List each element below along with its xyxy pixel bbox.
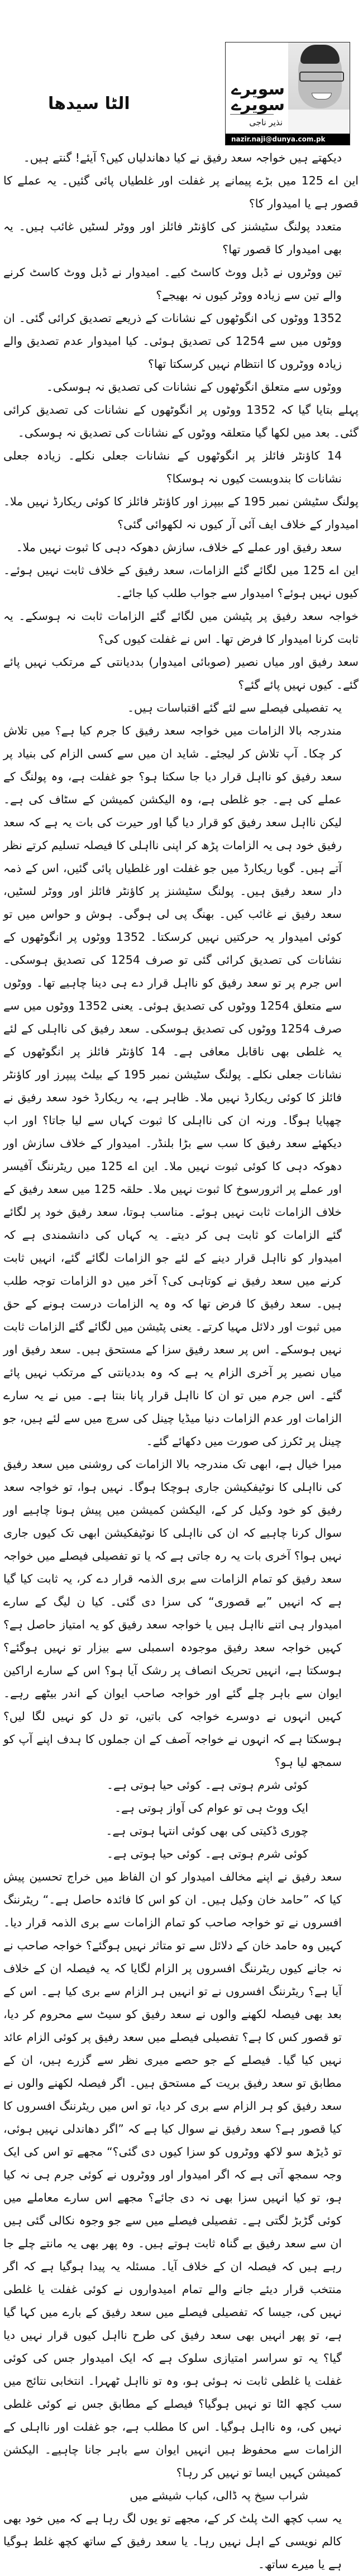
paragraph: میرا خیال ہے، ابھی تک مندرجہ بالا الزامات کی روشنی میں سعد رفیق کی نااہلی کا نوٹیفکیشن جاری ہوچکا ہوگا۔ نہیں ہوا، تو خواجہ سعد رفیق کو خود وکیل کر کے، الیکشن کمیشن میں پیش ہونا چاہیے اور سوال کرنا چاہیے کہ ان کی نااہلی کا نوٹیفکیشن ابھی تک کیوں جاری نہیں ہوا؟ آخری بات یہ رہ جاتی ہے کہ یا تو تفصیلی فیصلے میں خواجہ سعد رفیق کو تمام الزامات سے بری الذمہ قرار دے کر، یہ ثابت کیا گیا ہے کہ انہیں ”بے قصوری“ کی سزا دی گئی۔ کیا ن لیگ کے سارے امیدوار ہی اتنے نااہل ہیں یا خواجہ سعد رفیق کو یہ امتیاز حاصل ہے؟ کہیں خواجہ سعد رفیق موجودہ اسمبلی سے بیزار تو نہیں ہوگئے؟ ہوسکتا ہے، انہیں تحریک انصاف پر رشک آیا ہو؟ اس کے سارے اراکین ایوان سے باہر چلے گئے اور خواجہ صاحب ایوان کے اندر بیٹھے رہے۔ کہیں انہوں نے دوسرے خواجہ کی باتیں، تو دل کو نہیں لگا لیں؟ ہوسکتا ہے کہ انہوں نے خواجہ آصف کے ان جملوں کا ہدف اپنے آپ کو سمجھ لیا ہو؟: [3, 1457, 342, 1769]
verse-line: شراب سیخ پہ ڈالی، کباب شیشے میں: [130, 2489, 308, 2502]
paragraph: سعد رفیق نے اپنے مخالف امیدوار کو ان الفاظ میں خراج تحسین پیش کیا کہ ”حامد خان وکیل ہیں۔ ان کو اس کا فائدہ حاصل ہے۔“ ریٹرننگ افسروں نے تو خواجہ صاحب کو تمام الزامات سے بری الذمہ قرار دیا۔ کہیں وہ حامد خان کے دلائل سے تو متاثر نہیں ہوگئے؟ خواجہ صاحب نے نہ جانے کیوں ریٹرننگ افسروں پر الزام لگایا کہ یہ فیصلہ ان کے خلاف آیا ہے؟ ریٹرننگ افسروں نے تو انہیں ہر الزام سے بری کیا ہے۔ اس کے بعد بھی فیصلہ لکھنے والوں نے سعد رفیق کو سیٹ سے محروم کر دیا، تو قصور کس کا ہے؟ تفصیلی فیصلے میں سعد رفیق پر کوئی الزام عائد نہیں کیا گیا۔ فیصلے کے جو حصے میری نظر سے گزرے ہیں، ان کے مطابق تو سعد رفیق بریت کے مستحق ہیں۔ اگر فیصلہ لکھنے والوں نے سعد رفیق کو ہر الزام سے بری کر دیا، تو اس میں ریٹرننگ افسروں کا کیا قصور ہے؟ سعد رفیق نے سوال کیا ہے کہ ”اگر دھاندلی نہیں ہوئی، تو ڈیڑھ سو لاکھ ووٹروں کو سزا کیوں دی گئی؟“ مجھے تو اس کی ایک وجہ سمجھ آتی ہے کہ اگر امیدوار اور ووٹروں نے کوئی جرم ہی نہ کیا ہو، تو کیا انہیں سزا بھی نہ دی جائے؟ مجھے اس سارے معاملے میں کوئی گڑبڑ لگتی ہے۔ تفصیلی فیصلے میں سے جو وجوہ نکالی گئی ہیں ان سے سعد رفیق بے گناہ ثابت ہوتے ہیں۔ وہ پھر بھی یہ مانتے چلے جا رہے ہیں کہ فیصلہ ان کے خلاف آیا۔ مسئلہ یہ پیدا ہوگیا ہے کہ اگر منتخب قرار دیئے جانے والے تمام امیدواروں نے کوئی غفلت یا غلطی نہیں کی، جیسا کہ تفصیلی فیصلے میں سعد رفیق کے بارے میں کہا گیا ہے، تو پھر انہیں بھی سعد رفیق کی طرح نااہل کیوں قرار نہیں دیا گیا؟ یہ تو سراسر امتیازی سلوک ہے کہ ایک امیدوار جس کی کوئی غفلت یا غلطی ثابت نہ ہوئی ہو، وہ تو نااہل ٹھہرا۔ انتخابی نتائج میں سب کچھ الٹا تو نہیں ہوگیا؟ فیصلے کے مطابق جس نے کوئی غلطی نہیں کی، وہ نااہل ہوگیا۔ اس کا مطلب ہے، جو غفلت اور نااہلی کے الزامات سے محفوظ ہیں انہیں ایوان سے باہر جانا چاہیے۔ الیکشن کمیشن کہیں ایسا تو نہیں کر رہا؟: [3, 1870, 342, 2479]
paragraph: سعد رفیق اور عملے کے خلاف، سازش دھوکہ دہی کا ثبوت نہیں ملا۔: [16, 541, 342, 554]
author-email: nazir.naji@dunya.com.pk: [226, 134, 350, 145]
paragraph: این اے 125 میں بڑے پیمانے پر غفلت اور غلطیاں پائی گئیں۔ یہ عملے کا قصور ہے یا امیدوار کا؟: [3, 174, 359, 210]
paragraph: 1352 ووٹوں کی انگوٹھوں کے نشانات کے ذریعے تصدیق کرائی گئی۔ ان ووٹوں میں سے 1254 کی تصدیق ہوئی۔ کیا امیدوار عدم تصدیق والے زیادہ ووٹروں کا انتظام نہیں کرسکتا تھا؟: [3, 311, 342, 371]
paragraph: پہلے بتایا گیا کہ 1352 ووٹوں پر انگوٹھوں کے نشانات کی تصدیق کرائی گئی۔ بعد میں لکھا گیا متعلقہ ووٹوں کے نشانات کی تصدیق نہ ہوسکی۔: [3, 403, 359, 439]
author-byline-box: [225, 42, 350, 145]
author-name: نذیر ناجی: [249, 117, 283, 127]
verse-line: کوئی شرم ہوتی ہے۔ کوئی حیا ہوتی ہے۔: [106, 1778, 308, 1792]
paragraph: 14 کاؤنٹر فائلز پر انگوٹھوں کے نشانات جعلی نکلے۔ زیادہ جعلی نشانات کا بندوبست کیوں نہ ہوسکا؟: [3, 449, 342, 485]
divider: [230, 114, 274, 115]
paragraph: تین ووٹروں نے ڈبل ووٹ کاسٹ کیے۔ امیدوار نے ڈبل ووٹ کاسٹ کرنے والے تین سے زیادہ ووٹر کیوں نہ بھیجے؟: [3, 266, 342, 302]
column-brand-logo: سویرے سویرے: [231, 79, 285, 115]
column-header: [0, 0, 363, 146]
verse-line: کوئی شرم ہوتی ہے۔ کوئی حیا ہوتی ہے۔: [106, 1847, 308, 1860]
paragraph: پولنگ سٹیشن نمبر 195 کے بیپرز اور کاؤنٹر فائلز کا کوئی ریکارڈ نہیں ملا۔ امیدوار کے خلاف ایف آئی آر کیوں نہ لکھوائی گئی؟: [3, 495, 359, 531]
verse-line: چوری ڈکیتی کی بھی کوئی انتہا ہوتی ہے۔: [106, 1824, 308, 1838]
paragraph: یہ تفصیلی فیصلے سے لئے گئے اقتباسات ہیں۔: [127, 701, 342, 714]
paragraph: ووٹوں سے متعلق انگوٹھوں کے نشانات کی تصدیق نہ ہوسکی۔: [46, 380, 342, 394]
verse-line: ایک ووٹ ہی تو عوام کی آواز ہوتی ہے۔: [114, 1801, 308, 1815]
paragraph: متعدد پولنگ سٹیشنز کی کاؤنٹر فائلز اور ووٹر لسٹیں غائب ہیں۔ یہ بھی امیدوار کا قصور تھا؟: [3, 220, 342, 256]
paragraph: دیکھتے ہیں خواجہ سعد رفیق نے کیا دھاندلیاں کیں؟ آیئے! گنتے ہیں۔: [23, 151, 342, 164]
paragraph: این اے 125 میں لگائے گئے الزامات، سعد رفیق کے خلاف ثابت نہیں ہوئے۔ کیوں نہیں ہوئے؟ امیدوار سے جواب طلب کیا جائے۔: [3, 564, 359, 600]
paragraph: سعد رفیق اور میاں نصیر (صوبائی امیدوار) بددیانتی کے مرتکب نہیں پائے گئے۔ کیوں نہیں پائے گئے؟: [3, 655, 359, 692]
article-body: [0, 146, 363, 2576]
author-photo: [288, 42, 350, 134]
closing-paragraph: یہ سب کچھ الٹ پلٹ کر کے، مجھے تو یوں لگ رہا ہے کہ میں خود بھی کالم نویسی کے اہل نہیں رہا۔ یا سعد رفیق کے ساتھ کچھ غلط ہوگیا ہے یا میرے ساتھ۔: [3, 2512, 342, 2571]
paragraph: مندرجہ بالا الزامات میں خواجہ سعد رفیق کا جرم کیا ہے؟ میں تلاش کر چکا۔ آپ تلاش کر لیجئے۔ شاید ان میں سے کسی الزام کی بنیاد پر سعد رفیق کو نااہل قرار دیا جا سکتا ہو؟ جو غفلت ہے، وہ پولنگ کے عملے کی ہے۔ جو غلطی ہے، وہ الیکشن کمیشن کے سٹاف کی ہے۔ لیکن نااہل سعد رفیق کو قرار دیا گیا اور حیرت کی بات یہ ہے کہ سعد رفیق خود ہی یہ الزامات پڑھ کر اپنی نااہلی کا فیصلہ تسلیم کرتے نظر آتے ہیں۔ گویا ریکارڈ میں جو غفلت اور غلطیاں پائی گئیں، اس کے ذمہ دار سعد رفیق ہیں۔ پولنگ سٹیشنز پر کاؤنٹر فائلز اور ووٹر لسٹیں، سعد رفیق نے غائب کیں۔ بھنگ پی لی ہوگی۔ ہوش و حواس میں تو کوئی امیدوار یہ حرکتیں نہیں کرسکتا۔ 1352 ووٹوں پر انگوٹھوں کے نشانات کی تصدیق کرائی گئی تو صرف 1254 کی تصدیق ہوسکی۔ اس جرم پر تو سعد رفیق کو نااہل قرار دے ہی دینا چاہیے تھا۔ ووٹوں سے متعلق 1254 ووٹوں کی تصدیق ہوئی۔ یعنی 1352 ووٹوں میں سے صرف 1254 ووٹوں کی تصدیق ہوسکی۔ سعد رفیق کی نااہلی کے لئے یہ غلطی بھی ناقابل معافی ہے۔ 14 کاؤنٹر فائلز پر انگوٹھوں کے نشانات جعلی نکلے۔ پولنگ سٹیشن نمبر 195 کے بیلٹ پیپرز اور کاؤنٹر فائلز کا کوئی ریکارڈ نہیں ملا۔ ظاہر ہے، یہ ریکارڈ خود سعد رفیق نے چھپایا ہوگا۔ ورنہ ان کی نااہلی کا ثبوت کہاں سے لیا جاتا؟ اور اب دیکھئے سعد رفیق کا سب سے بڑا بلنڈر۔ امیدوار کے خلاف سازش اور دھوکہ دہی کا کوئی ثبوت نہیں ملا۔ این اے 125 میں ریٹرننگ آفیسر اور عملے پر اثرورسوخ کا ثبوت نہیں ملا۔ حلقہ 125 میں سعد رفیق کے خلاف الزامات ثابت نہیں ہوئے۔ مناسب ہوتا، سعد رفیق خود پر لگائے گئے الزامات کو ثابت ہی کر دیتے۔ یہ کہاں کی دانشمندی ہے کہ امیدوار کو نااہل قرار دینے کے لئے جو الزامات لگائے گئے، انہیں ثابت کرنے میں سعد رفیق نے کوتاہی کی؟ آخر میں دو الزامات توجہ طلب ہیں۔ سعد رفیق کا فرض تھا کہ وہ یہ الزامات درست ہونے کے حق میں ثبوت اور دلائل مہیا کرتے۔ یعنی پٹیشن میں لگائے گئے الزامات ثابت نہیں ہوسکے۔ اس پر سعد رفیق سزا کے مستحق ہیں۔ سعد رفیق اور میاں نصیر پر آخری الزام یہ ہے کہ وہ بددیانتی کے مرتکب نہیں پائے گئے۔ اس جرم میں تو ان کا نااہل قرار پانا بنتا ہے۔ میں نے یہ سارے الزامات اور عدم الزامات دنیا میڈیا چینل کی سرچ میں سے لئے ہیں، جو چینل پر ٹکرز کی صورت میں دکھائے گئے۔: [3, 724, 342, 1448]
paragraph: خواجہ سعد رفیق پر پٹیشن میں لگائے گئے الزامات ثابت نہ ہوسکے۔ یہ ثابت کرنا امیدوار کا فرض تھا۔ اس نے غفلت کیوں کی؟: [3, 609, 359, 646]
column-title: الٹا سیدھا: [48, 94, 130, 113]
